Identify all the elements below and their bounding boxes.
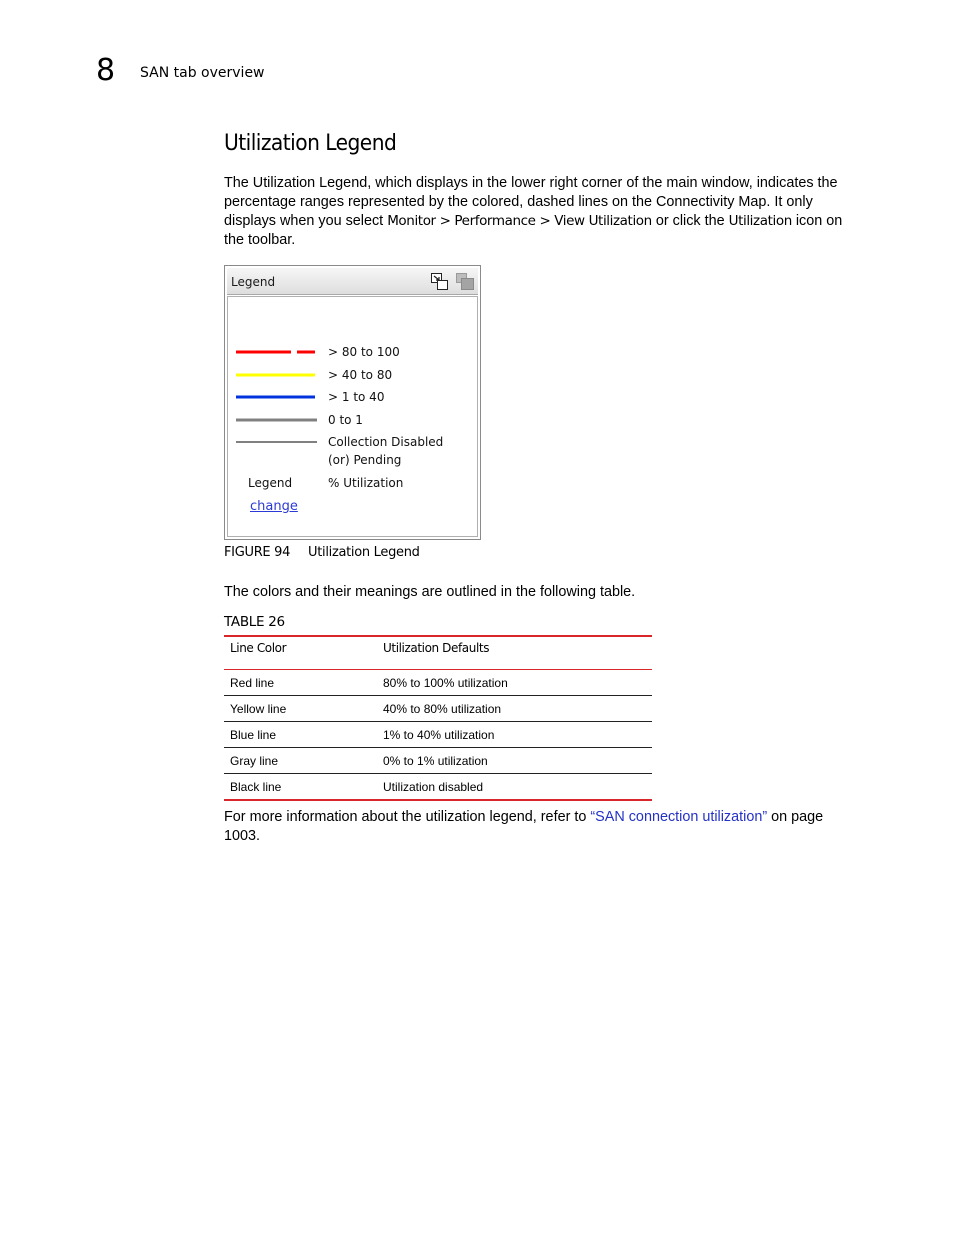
cell-utilization: 80% to 100% utilization bbox=[377, 670, 652, 696]
closing-text-1: For more information about the utilization legend, refer to bbox=[224, 809, 591, 825]
dock-icon[interactable] bbox=[455, 272, 475, 292]
cell-line-color: Yellow line bbox=[224, 696, 377, 722]
cell-line-color: Blue line bbox=[224, 722, 377, 748]
figure-caption bbox=[224, 545, 420, 560]
cell-line-color: Black line bbox=[224, 774, 377, 801]
cell-utilization: 40% to 80% utilization bbox=[377, 696, 652, 722]
table-row bbox=[224, 748, 652, 774]
cell-utilization: Utilization disabled bbox=[377, 774, 652, 801]
cell-utilization: 0% to 1% utilization bbox=[377, 748, 652, 774]
legend-label-1-40: > 1 to 40 bbox=[328, 390, 385, 404]
intro-text-2: or click the bbox=[651, 213, 729, 229]
intro-text-3: icon on the toolbar. bbox=[224, 213, 843, 248]
chapter-number: 8 bbox=[96, 53, 116, 88]
legend-body bbox=[227, 296, 478, 537]
table-label: TABLE 26 bbox=[224, 614, 285, 630]
intro-paragraph bbox=[224, 174, 864, 250]
legend-label-0-1: 0 to 1 bbox=[328, 413, 363, 427]
legend-label-disabled: Collection Disabled (or) Pending bbox=[328, 435, 444, 467]
legend-footer-right: % Utilization bbox=[328, 476, 404, 490]
running-header: SAN tab overview bbox=[140, 65, 265, 81]
restore-icon[interactable] bbox=[430, 272, 450, 292]
section-title: Utilization Legend bbox=[224, 131, 397, 156]
header-line-color: Line Color bbox=[224, 636, 377, 670]
legend-label-80-100: > 80 to 100 bbox=[328, 345, 400, 359]
menu-path: Monitor > Performance > View Utilization bbox=[387, 213, 652, 229]
closing-text-2: on page 1003. bbox=[224, 809, 824, 844]
utilization-icon-name: Utilization bbox=[728, 213, 792, 229]
table-intro: The colors and their meanings are outlined in the following table. bbox=[224, 584, 636, 600]
table-row bbox=[224, 670, 652, 696]
legend-label-40-80: > 40 to 80 bbox=[328, 368, 393, 382]
closing-paragraph bbox=[224, 808, 824, 846]
table-header-row bbox=[224, 636, 652, 670]
change-link[interactable]: change bbox=[250, 499, 298, 514]
san-connection-utilization-link[interactable]: “SAN connection utilization” bbox=[590, 809, 768, 825]
legend-panel bbox=[224, 265, 481, 540]
table-row bbox=[224, 722, 652, 748]
legend-titlebar bbox=[227, 268, 478, 295]
utilization-table bbox=[224, 635, 652, 801]
header-utilization-defaults: Utilization Defaults bbox=[377, 636, 652, 670]
figure-number: FIGURE 94 bbox=[224, 545, 291, 560]
figure-title: Utilization Legend bbox=[308, 545, 420, 560]
cell-utilization: 1% to 40% utilization bbox=[377, 722, 652, 748]
intro-text-1: The Utilization Legend, which displays in the lower right corner of the main window, indicates the percentage ranges represented by the colored, dashed lines on the Connectivity Map. It only displays when you select bbox=[224, 175, 838, 229]
legend-footer-left: Legend bbox=[248, 476, 293, 490]
cell-line-color: Red line bbox=[224, 670, 377, 696]
table-row bbox=[224, 774, 652, 801]
table-row bbox=[224, 696, 652, 722]
legend-title: Legend bbox=[231, 275, 276, 289]
cell-line-color: Gray line bbox=[224, 748, 377, 774]
